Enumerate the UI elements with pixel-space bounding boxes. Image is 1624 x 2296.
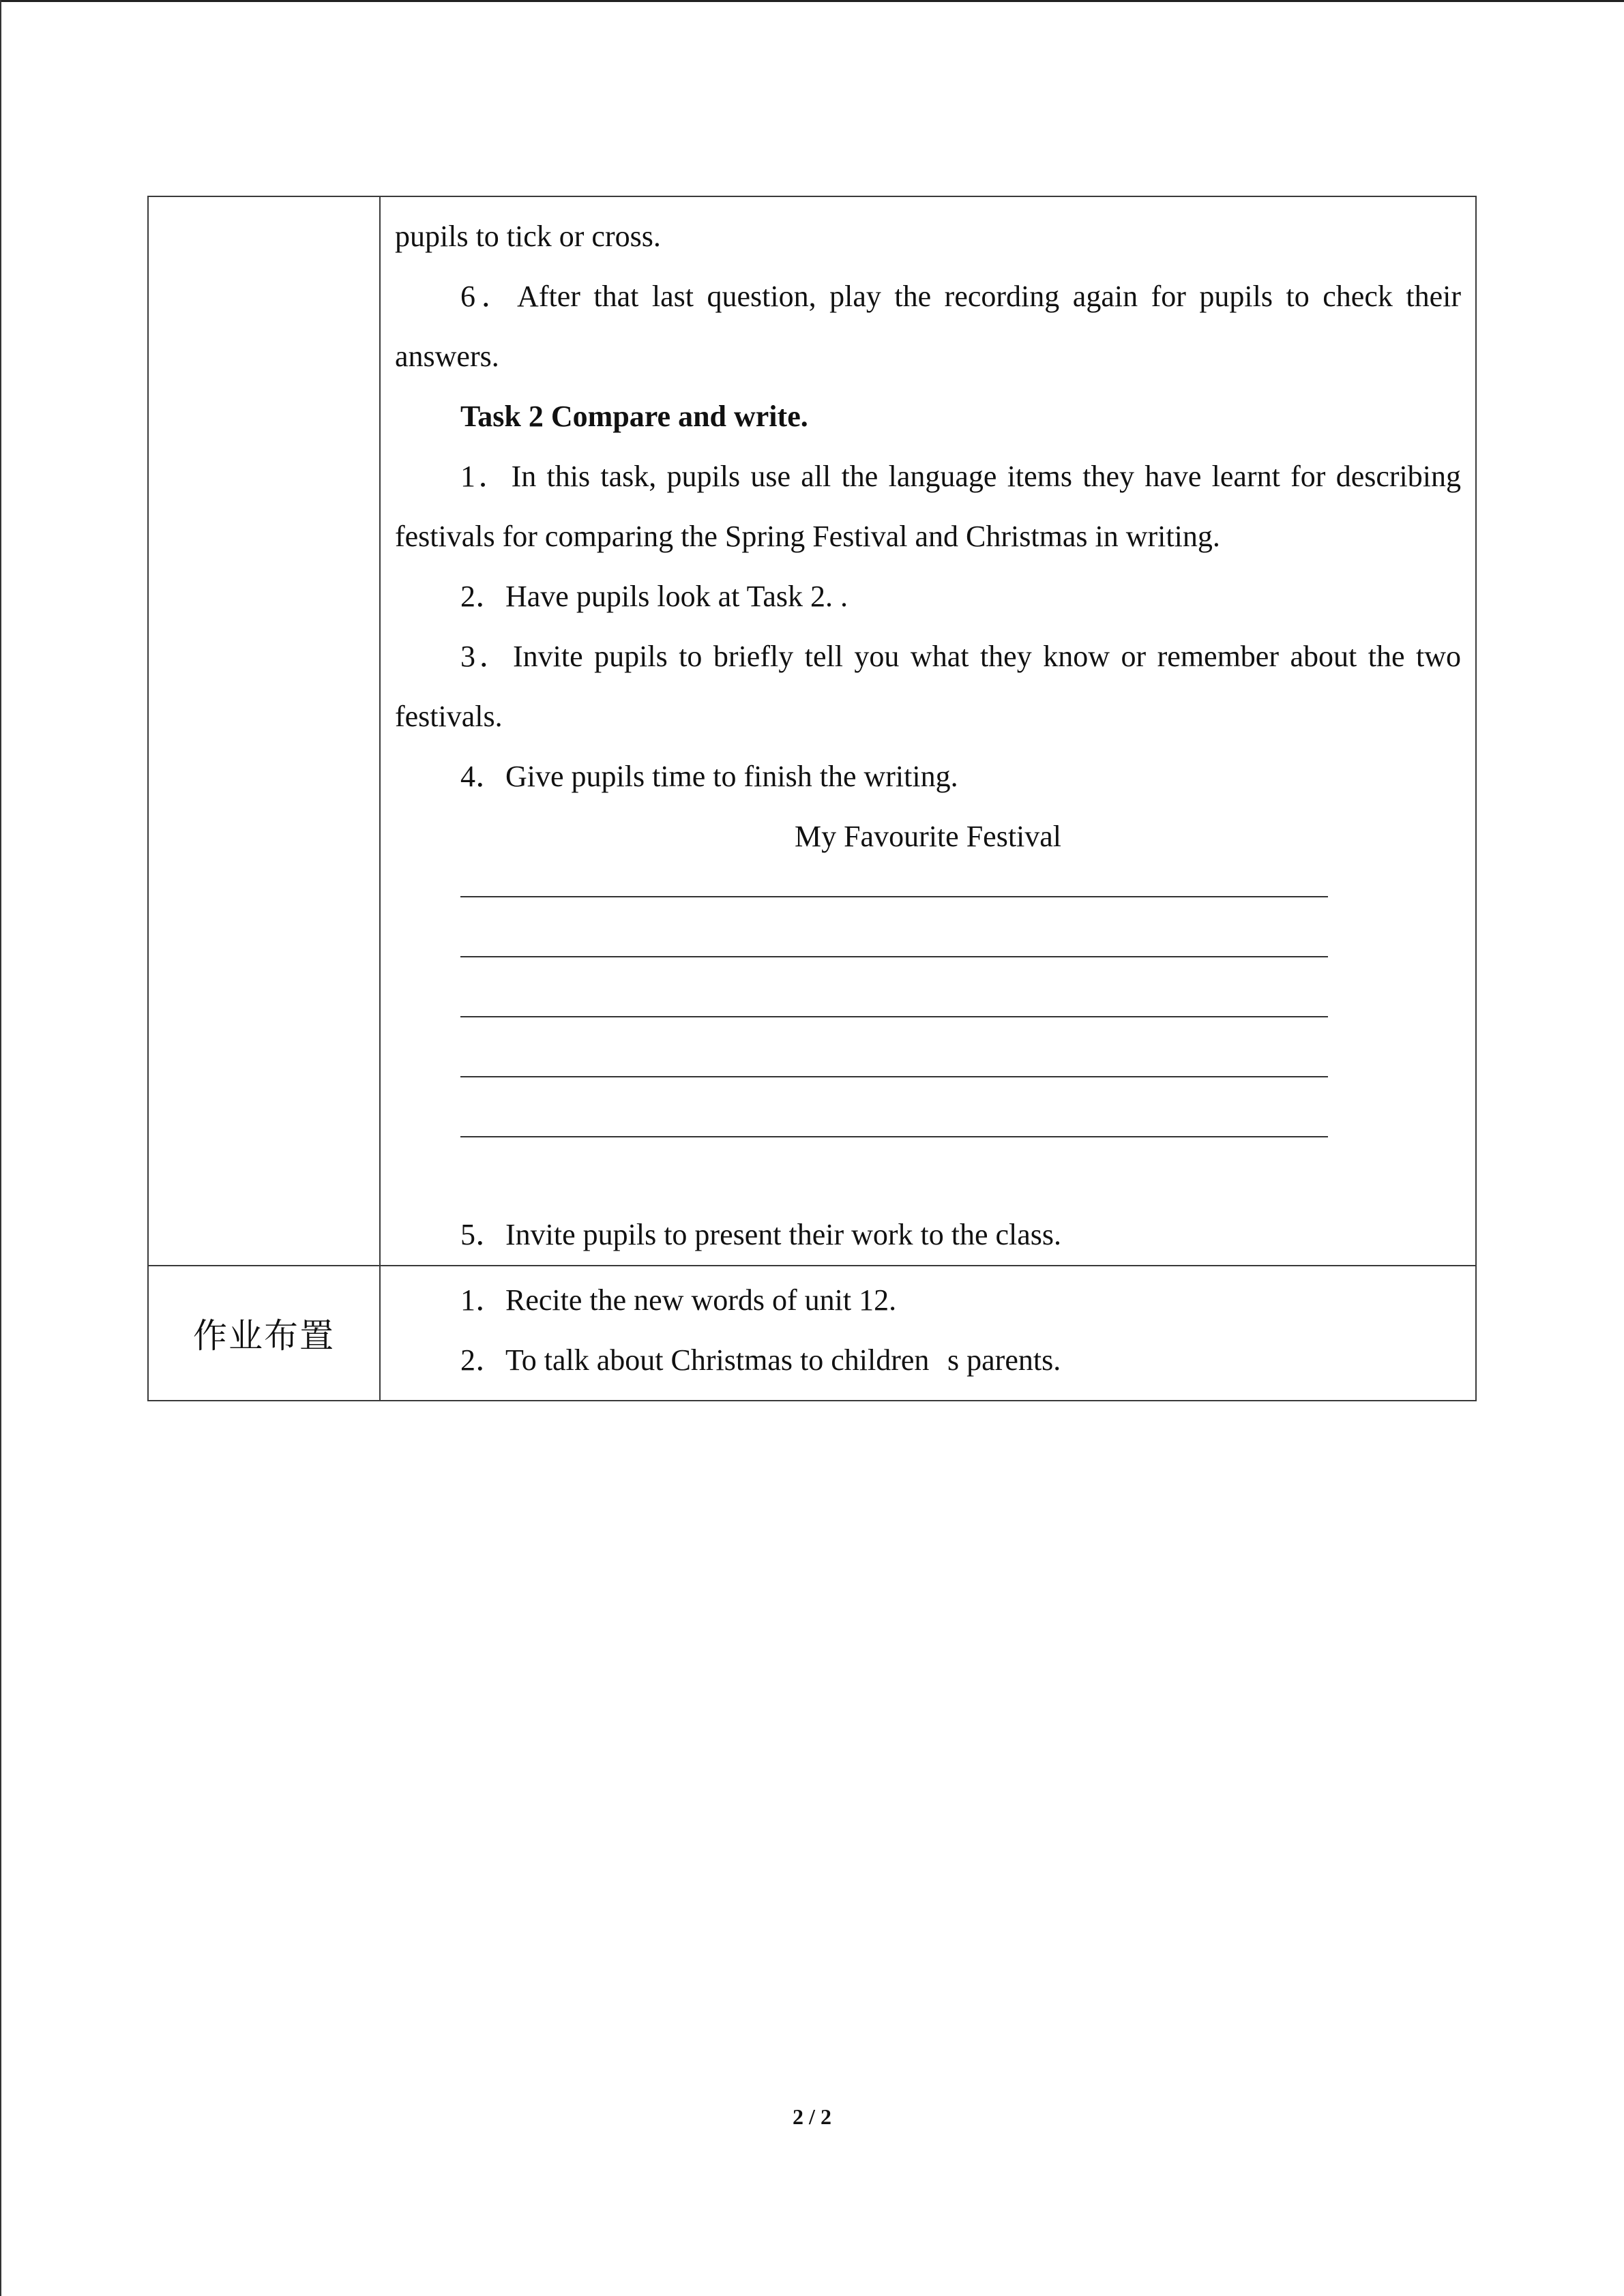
task-2-step-2: 2．Have pupils look at Task 2. . xyxy=(460,580,848,613)
homework-content-cell xyxy=(380,1266,1476,1401)
writing-blank-line xyxy=(460,956,1328,957)
writing-blank-lines xyxy=(395,867,1461,1167)
writing-blank-line xyxy=(460,1136,1328,1137)
homework-item-1: 1．Recite the new words of unit 12. xyxy=(460,1283,897,1317)
homework-label: 作业布置 xyxy=(148,1266,380,1401)
task-2-step-5: 5．Invite pupils to present their work to the class. xyxy=(460,1218,1062,1251)
homework-row xyxy=(148,1266,1476,1401)
task-2-step-1: 1．In this task, pupils use all the language items they have learnt for describing festivals for comparing the Spring Festival and Christmas in writing. xyxy=(395,460,1461,553)
homework-item-2: 2．To talk about Christmas to childrens parents. xyxy=(460,1343,1061,1377)
task-2-step-3: 3．Invite pupils to briefly tell you what they know or remember about the two festivals. xyxy=(395,640,1461,733)
procedure-content-cell xyxy=(380,196,1476,1266)
procedure-row xyxy=(148,196,1476,1266)
page-number: 2 / 2 xyxy=(793,2104,831,2129)
writing-blank-line xyxy=(460,1076,1328,1077)
procedure-step-6: 6．After that last question, play the recording again for pupils to check their answers. xyxy=(395,280,1461,373)
writing-blank-line xyxy=(460,1016,1328,1017)
task-2-step-4: 4．Give pupils time to finish the writing. xyxy=(460,760,958,793)
lesson-plan-table xyxy=(147,196,1477,1401)
procedure-label-cell xyxy=(148,196,380,1266)
spacer xyxy=(395,1167,1461,1205)
writing-title: My Favourite Festival xyxy=(794,820,1062,853)
writing-blank-line xyxy=(460,896,1328,897)
task-2-heading: Task 2 Compare and write. xyxy=(460,400,808,433)
procedure-line: pupils to tick or cross. xyxy=(395,220,661,253)
